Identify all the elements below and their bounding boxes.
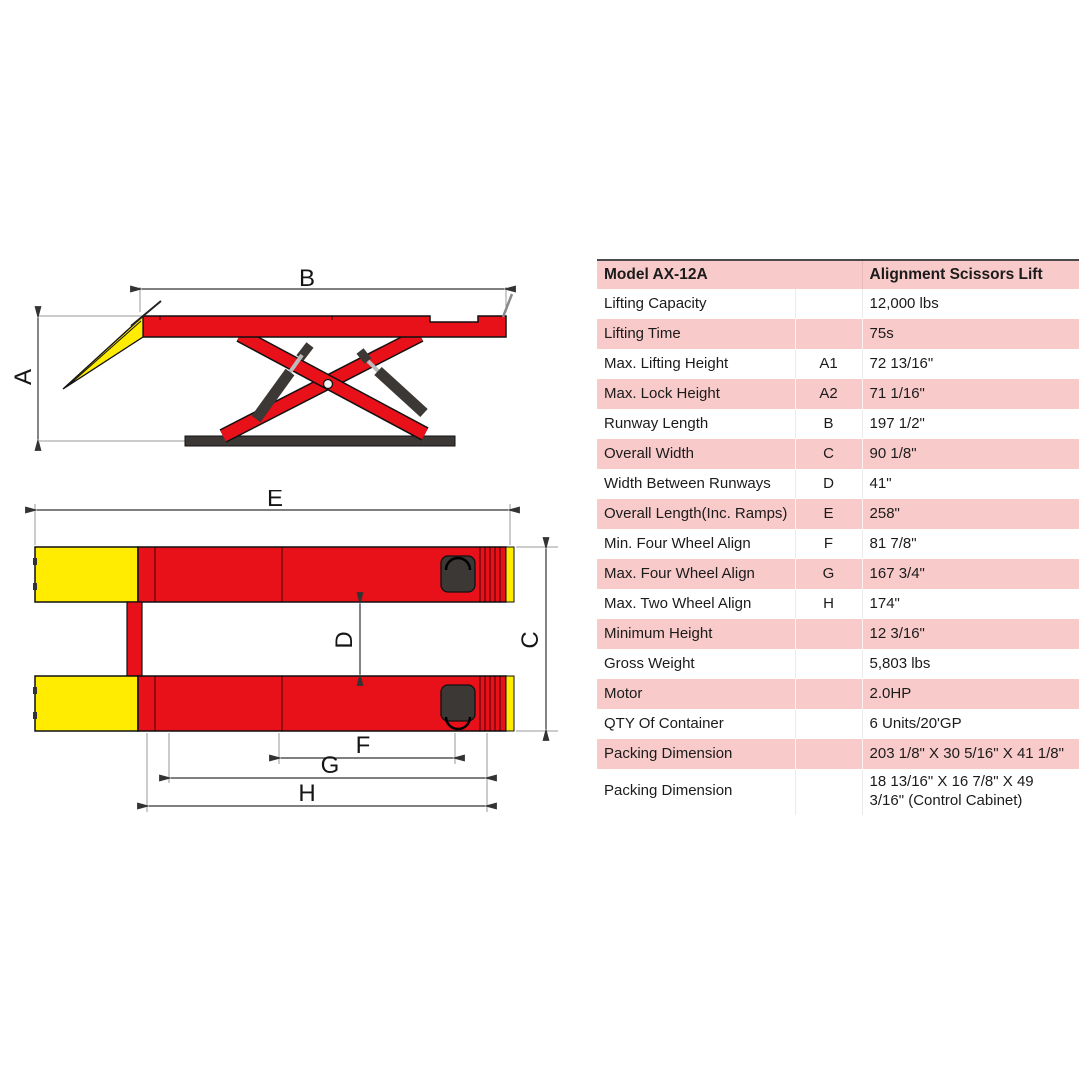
- table-row: [597, 739, 1079, 769]
- table-row: [597, 619, 1079, 649]
- spec-label: Gross Weight: [604, 654, 695, 672]
- spec-value: 75s: [862, 319, 1079, 349]
- table-header-row: [597, 260, 1079, 289]
- spec-letter: [795, 769, 862, 815]
- table-row: [597, 679, 1079, 709]
- table-row: [597, 559, 1079, 589]
- spec-letter: [795, 289, 862, 319]
- spec-label: Min. Four Wheel Align: [604, 534, 751, 552]
- turnplate-top: [441, 556, 475, 592]
- spec-value: 5,803 lbs: [862, 649, 1079, 679]
- spec-value: 41": [862, 469, 1079, 499]
- dimension-g: [169, 733, 487, 812]
- spec-label: Lifting Capacity: [604, 294, 707, 312]
- dim-label-h: H: [298, 780, 316, 807]
- spec-letter: G: [795, 559, 862, 589]
- spec-letter: [795, 649, 862, 679]
- turnplate-bottom: [441, 685, 475, 721]
- spec-value: 90 1/8": [862, 439, 1079, 469]
- spec-letter: A2: [795, 379, 862, 409]
- dim-label-g: G: [320, 752, 340, 779]
- spec-letter: C: [795, 439, 862, 469]
- spec-label: Overall Length(Inc. Ramps): [597, 499, 795, 529]
- spec-value: 12 3/16": [862, 619, 1079, 649]
- product-title: Alignment Scissors Lift: [862, 260, 1079, 289]
- spec-label: Max. Two Wheel Align: [604, 594, 752, 612]
- dim-label-e: E: [266, 490, 284, 512]
- table-row: [597, 769, 1079, 815]
- spec-label: Overall Width: [597, 439, 795, 469]
- spec-letter: [795, 319, 862, 349]
- lift-platform: [143, 316, 506, 337]
- spec-value: 167 3/4": [862, 559, 1079, 589]
- runway-bottom: [33, 676, 514, 731]
- side-view-diagram: [0, 255, 570, 465]
- model-title: Model AX-12A: [597, 260, 862, 289]
- dim-label-f: F: [355, 732, 371, 759]
- ramp-top: [35, 547, 138, 602]
- spec-value: 6 Units/20'GP: [862, 709, 1079, 739]
- dimension-c: [516, 547, 558, 731]
- slip-plate-bottom: [506, 676, 514, 731]
- spec-label: Packing Dimension: [597, 739, 795, 769]
- table-row: [597, 499, 1079, 529]
- scissor-pivot: [324, 380, 333, 389]
- spec-letter: A1: [795, 349, 862, 379]
- spec-letter: B: [795, 409, 862, 439]
- spec-value: 197 1/2": [862, 409, 1079, 439]
- spec-value: 2.0HP: [862, 679, 1079, 709]
- spec-letter: D: [795, 469, 862, 499]
- dim-label-a: A: [10, 368, 37, 386]
- spec-letter: [795, 709, 862, 739]
- rear-flap: [503, 294, 512, 317]
- table-row: [597, 379, 1079, 409]
- spec-label: Runway Length: [604, 414, 709, 432]
- table-row: [597, 349, 1079, 379]
- spec-value: 72 13/16": [862, 349, 1079, 379]
- spec-value: 258": [862, 499, 1079, 529]
- spec-label: QTY Of Container: [604, 714, 724, 732]
- spec-label: Lifting Time: [597, 319, 795, 349]
- spec-label: Max. Lock Height: [597, 379, 795, 409]
- spec-value: 12,000 lbs: [862, 289, 1079, 319]
- ramp-bottom: [35, 676, 138, 731]
- table-row: [597, 289, 1079, 319]
- spec-value: 71 1/16": [862, 379, 1079, 409]
- spec-value: 174": [862, 589, 1079, 619]
- dim-label-c: C: [517, 631, 544, 649]
- spec-letter: E: [795, 499, 862, 529]
- cross-connector: [127, 602, 142, 676]
- table-row: [597, 529, 1079, 559]
- spec-table: [597, 259, 1079, 815]
- dimension-h: [147, 733, 485, 812]
- spec-label: Max. Lifting Height: [604, 354, 729, 372]
- top-view-diagram: [0, 490, 570, 825]
- table-row: [597, 439, 1079, 469]
- spec-letter: [795, 679, 862, 709]
- approach-ramp: [63, 316, 143, 389]
- spec-value: 203 1/8" X 30 5/16" X 41 1/8": [862, 739, 1079, 769]
- spec-letter: [795, 739, 862, 769]
- spec-label: Motor: [597, 679, 795, 709]
- spec-label: Minimum Height: [597, 619, 795, 649]
- table-row: [597, 589, 1079, 619]
- dimension-e: [35, 490, 510, 545]
- table-row: [597, 469, 1079, 499]
- dim-label-d: D: [331, 631, 358, 649]
- spec-value: 81 7/8": [862, 529, 1079, 559]
- dimension-b: [140, 265, 506, 312]
- table-row: [597, 649, 1079, 679]
- dimension-f: [279, 732, 455, 764]
- spec-label: Width Between Runways: [604, 474, 771, 492]
- table-row: [597, 319, 1079, 349]
- table-row: [597, 409, 1079, 439]
- spec-letter: F: [795, 529, 862, 559]
- spec-label: Packing Dimension: [604, 782, 733, 800]
- dim-label-b: B: [298, 265, 316, 292]
- spec-label: Max. Four Wheel Align: [597, 559, 795, 589]
- dimension-d: [331, 604, 360, 674]
- slip-plate-top: [506, 547, 514, 602]
- spec-letter: [795, 619, 862, 649]
- spec-value: 18 13/16" X 16 7/8" X 49 3/16" (Control Cabinet): [862, 769, 1079, 815]
- runway-top: [33, 547, 514, 602]
- spec-letter: H: [795, 589, 862, 619]
- table-row: [597, 709, 1079, 739]
